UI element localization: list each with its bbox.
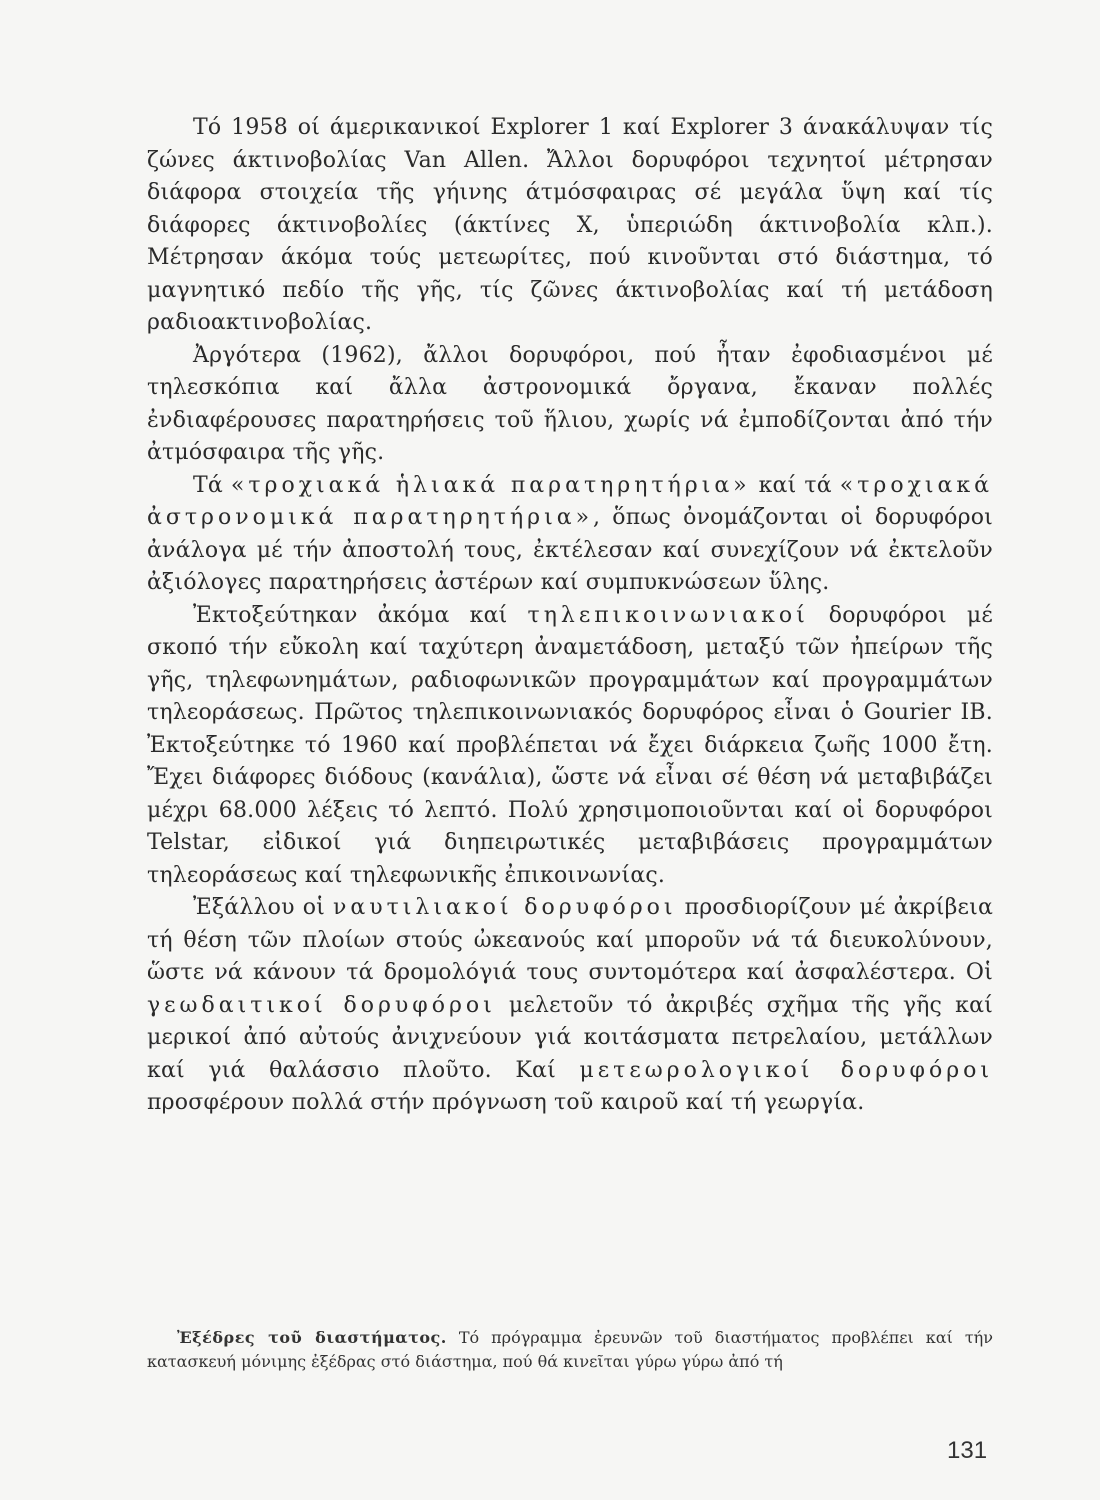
spaced-term: ναυτιλιακοί δορυφόροι [333, 895, 677, 920]
text-run: , ὅπως ὀνομάζονται οἱ δορυφόροι ἀνάλογα μέ τήν ἀποστολή τους, ἐκτέλεσαν καί συνεχίζουν νά ἐκτελοῦν ἀξιόλογες παρατηρήσεις ἀστέρων καί συμπυκνώσεων ὕλης. [147, 505, 994, 595]
text-run: Τά [193, 472, 231, 498]
spaced-term: «τροχιακά ἡλιακά παρατηρητήρια» [230, 472, 751, 498]
spaced-term: γεωδαιτικοί δορυφόροι [147, 992, 496, 1018]
paragraph-telecom-satellites [147, 600, 993, 893]
page-number: 131 [947, 1437, 988, 1464]
paragraph-telescopes: Ἀργότερα (1962), ἄλλοι δορυφόροι, πού ἦταν ἐφοδιασμένοι μέ τηλεσκόπια καί ἄλλα ἀστρονομικά ὄργανα, ἔκαναν πολλές ἐνδιαφέρουσες παρατηρήσεις τοῦ ἥλιου, χωρίς νά ἐμποδίζονται ἀπό τήν ἀτμόσφαιρα τῆς γῆς. [147, 342, 993, 465]
footnote-text: Τό πρόγραμμα ἐρευνῶν τοῦ διαστήματος προβλέπει καί τήν κατασκευή μόνιμης ἐξέδρας στό διάστημα, πού θά κινεῖται γύρω γύρω ἀπό τή [147, 1328, 993, 1371]
text-run: μελετοῦν τό ἀκριβές σχῆμα τῆς γῆς καί μερικοί ἀπό αὐτούς ἀνιχνεύουν γιά κοιτάσματα πετρελαίου, μετάλλων καί γιά θαλάσσιο πλοῦτο. Καί [147, 992, 993, 1083]
spaced-term: μετεωρολογικοί δορυφόροι [579, 1057, 993, 1083]
footnote-space-platforms [147, 1326, 993, 1374]
text-run: προσδιορίζουν μέ ἀκρίβεια τή θέση τῶν πλοίων στούς ὠκεανούς καί μποροῦν νά τά διευκολύνουν, ὥστε νά κάνουν τά δρομολόγιά τους συντομότερα καί ἀσφαλέστερα. Οἱ [147, 895, 993, 985]
spaced-term: τηλεπικοινωνιακοί [527, 602, 809, 628]
footnote-heading: Ἐξέδρες τοῦ διαστήματος. [177, 1328, 447, 1347]
text-run: προσφέρουν πολλά στήν πρόγνωση τοῦ καιροῦ καί τή γεωργία. [147, 1090, 865, 1115]
body-text [147, 112, 993, 1120]
text-run: Ἐκτοξεύτηκαν ἀκόμα καί [193, 602, 528, 628]
text-run: καί τά [750, 472, 840, 498]
spaced-term: «τροχιακά ἀστρονομικά παρατηρητήρια» [147, 472, 993, 530]
paragraph-observatories [147, 470, 993, 600]
paragraph-navigation-satellites [147, 892, 993, 1120]
paragraph-satellites-explorer: Τό 1958 οί άμερικανικοί Explorer 1 καί Explorer 3 άνακάλυψαν τίς ζώνες άκτινοβολίας Van Allen. Ἄλλοι δορυφόροι τεχνητοί μέτρησαν διάφορα στοιχεία τῆς γήινης άτμόσφαιρας σέ μεγάλα ὕψη καί τίς διάφορες άκτινοβολίες (άκτίνες Χ, ὑπεριώδη άκτινοβολία κλπ.). Μέτρησαν άκόμα τούς μετεωρίτες, πού κινοῦνται στό διάστημα, τό μαγνητικό πεδίο τῆς γῆς, τίς ζῶνες άκτινοβολίας καί τή μετάδοση ραδιοακτινοβολίας. [147, 115, 993, 335]
text-run: δορυφόροι μέ σκοπό τήν εὔκολη καί ταχύτερη ἀναμετάδοση, μεταξύ τῶν ἠπείρων τῆς γῆς, τηλεφωνημάτων, ραδιοφωνικῶν προγραμμάτων καί προγραμμάτων τηλεοράσεως. Πρῶτος τηλεπικοινωνιακός δορυφόρος εἶναι ὁ Gourier IB. Ἐκτοξεύτηκε τό 1960 καί προβλέπεται νά ἔχει διάρκεια ζωῆς 1000 ἔτη. Ἔχει διάφορες διόδους (κανάλια), ὥστε νά εἶναι σέ θέση νά μεταβιβάζει μέχρι 68.000 λέξεις τό λεπτό. Πολύ χρησιμοποιοῦνται καί οἱ δορυφόροι Telstar, εἰδικοί γιά διηπειρωτικές μεταβιβάσεις προγραμμάτων τηλεοράσεως καί τηλεφωνικῆς ἐπικοινωνίας. [147, 602, 993, 888]
text-run: Ἐξάλλου οἱ [193, 895, 334, 920]
